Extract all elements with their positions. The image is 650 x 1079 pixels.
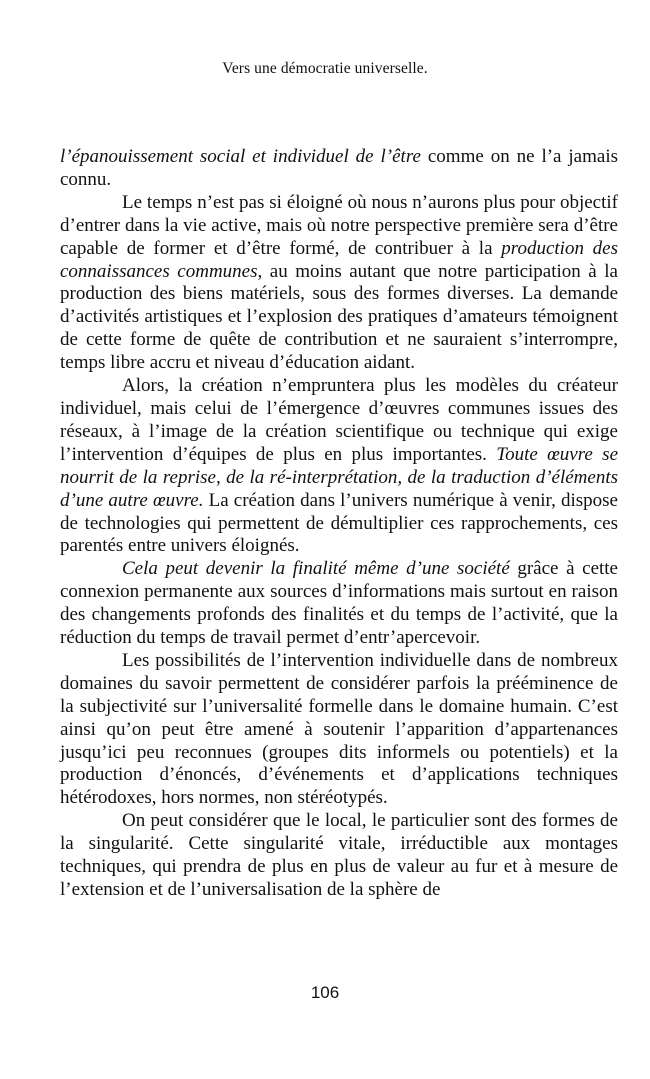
text-run: La création dans l’univers numérique à venir, dispose de technologies qui permettent de démultiplier ces rapprochements, ces parentés entre univers éloignés. <box>60 489 618 557</box>
paragraph <box>60 650 618 810</box>
body-text <box>60 146 618 902</box>
text-run: Alors, la création n’empruntera plus les modèles du créateur individuel, mais celui de l’émergence d’œuvres communes issues des réseaux, à l’image de la création scientifique ou technique qui exige l’intervention d’équipes de plus en plus importantes. <box>60 375 618 465</box>
running-head: Vers une démocratie universelle. <box>222 60 428 77</box>
italic-phrase: Cela peut devenir la finalité même d’une société <box>122 558 510 580</box>
italic-phrase: l’épanouissement social et individuel de l’être <box>60 146 421 167</box>
italic-phrase: Toute œuvre se nourrit de la reprise, de la ré-interprétation, de la traduction d’éléments d’une autre œuvre. <box>60 443 618 511</box>
text-run: Les possibilités de l’intervention individuelle dans de nombreux domaines du savoir permettent de considérer parfois la prééminence de la subjectivité sur l’universalité formelle dans le domaine humain. C’est ainsi qu’on peut être amené à soutenir l’apparition d’appartenances jusqu’ici peu reconnues (groupes dits informels ou potentiels) et la production d’énoncés, d’événements et d’applications techniques hétérodoxes, hors normes, non stéréotypés. <box>60 649 618 809</box>
paragraph <box>60 558 618 650</box>
paragraph <box>60 810 618 902</box>
text-run: grâce à cette connexion permanente aux sources d’informations mais surtout en raison des changements profonds des finalités et du temps de l’activité, que la réduction du temps de travail permet d’entr’apercevoir. <box>60 558 618 649</box>
paragraph <box>60 146 618 192</box>
text-run: On peut considérer que le local, le particulier sont des formes de la singularité. Cette singularité vitale, irréductible aux montages techniques, qui prendra de plus en plus de valeur au fur et à mesure de l’extension et de l’universalisation de la sphère de <box>60 810 618 900</box>
paragraph <box>60 192 618 375</box>
italic-phrase: production des connaissances communes <box>60 237 619 282</box>
text-run: Le temps n’est pas si éloigné où nous n’aurons plus pour objectif d’entrer dans la vie active, mais où notre perspective première sera d’être capable de former et d’être formé, de contribuer à la <box>60 191 618 259</box>
page-number: 106 <box>310 983 340 1002</box>
text-run: comme on ne l’a jamais connu. <box>60 146 618 190</box>
paragraph <box>60 375 618 558</box>
text-run: , au moins autant que notre participation à la production des biens matériels, sous des formes diverses. La demande d’activités artistiques et l’explosion des pratiques d’amateurs témoignent de cette forme de quête de contribution et ne sauraient s’interrompre, temps libre accru et niveau d’éducation aidant. <box>60 260 618 374</box>
